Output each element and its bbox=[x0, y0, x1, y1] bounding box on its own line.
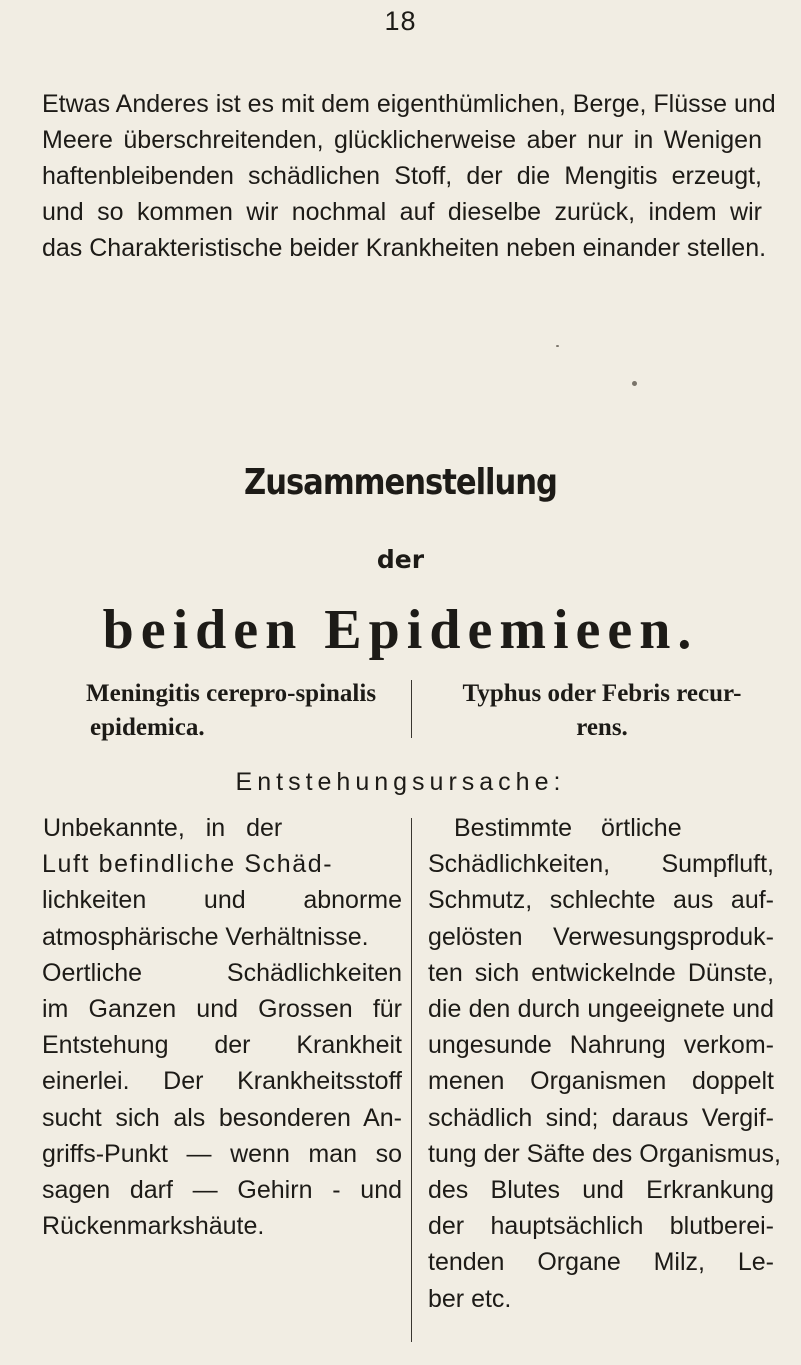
column-divider bbox=[411, 818, 412, 1342]
left-column-text bbox=[42, 810, 402, 1244]
column-divider bbox=[411, 680, 412, 738]
text-line: ungesunde Nahrung verkom- bbox=[428, 1031, 774, 1060]
right-heading-line: Typhus oder Febris recur- bbox=[462, 680, 742, 707]
text-line: sucht sich als besonderen An- bbox=[42, 1103, 402, 1132]
text-line: schädlich sind; daraus Vergif- bbox=[428, 1103, 774, 1132]
intro-line: das Charakteristische beider Krankheiten neben einander stellen. bbox=[42, 234, 767, 262]
text-line: der hauptsächlich blutberei- bbox=[428, 1212, 774, 1241]
text-line: Unbekannte, in der bbox=[43, 814, 283, 842]
right-heading-line: rens. bbox=[576, 714, 628, 741]
text-line: griffs-Punkt — wenn man so bbox=[42, 1139, 402, 1168]
text-line: Oertliche Schädlichkeiten bbox=[42, 958, 402, 987]
text-line: Luft befindliche Schäd- bbox=[42, 850, 334, 879]
page-number: 18 bbox=[384, 6, 417, 36]
text-line: ten sich entwickelnde Dünste, bbox=[428, 958, 774, 987]
ink-speck bbox=[632, 381, 637, 386]
text-line: im Ganzen und Grossen für bbox=[42, 995, 402, 1024]
text-line: die den durch ungeeignete und bbox=[428, 995, 774, 1024]
left-disease-heading bbox=[86, 677, 386, 745]
title-subject: beiden Epidemieen. bbox=[102, 599, 699, 661]
text-line: lichkeiten und abnorme bbox=[42, 886, 402, 915]
right-disease-heading bbox=[422, 677, 782, 745]
text-line: einerlei. Der Krankheitsstoff bbox=[42, 1067, 402, 1096]
text-line: tenden Organe Milz, Le- bbox=[428, 1248, 774, 1277]
intro-line: Meere überschreitenden, glücklicherweise aber nur in Wenigen bbox=[42, 126, 762, 154]
title-connector: der bbox=[376, 545, 425, 574]
section-heading: Entstehungsursache: bbox=[235, 768, 566, 796]
text-line: atmosphärische Verhältnisse. bbox=[42, 922, 369, 951]
right-column-text bbox=[428, 810, 781, 1317]
text-line: Schädlichkeiten, Sumpfluft, bbox=[428, 850, 774, 879]
page-title: Zusammenstellung bbox=[244, 462, 557, 503]
text-line: Entstehung der Krankheit bbox=[42, 1031, 402, 1060]
text-line: Rückenmarkshäute. bbox=[42, 1212, 265, 1241]
left-heading-line: Meningitis cerepro-spinalis bbox=[86, 680, 377, 707]
text-line: gelösten Verwesungsproduk- bbox=[428, 922, 774, 951]
text-line: menen Organismen doppelt bbox=[428, 1067, 774, 1096]
text-line: Schmutz, schlechte aus auf- bbox=[428, 886, 774, 915]
text-line: des Blutes und Erkrankung bbox=[428, 1176, 774, 1205]
text-line: Bestimmte örtliche bbox=[454, 814, 682, 842]
text-line: ber etc. bbox=[428, 1284, 512, 1313]
intro-line: haftenbleibenden schädlichen Stoff, der die Mengitis erzeugt, bbox=[42, 162, 762, 190]
text-line: sagen darf — Gehirn - und bbox=[42, 1176, 402, 1205]
left-heading-line: epidemica. bbox=[90, 714, 205, 741]
intro-line: Etwas Anderes ist es mit dem eigenthümlichen, Berge, Flüsse und bbox=[42, 90, 776, 118]
intro-line: und so kommen wir nochmal auf dieselbe zurück, indem wir bbox=[42, 198, 762, 226]
ink-speck bbox=[556, 345, 559, 347]
text-line: tung der Säfte des Organismus, bbox=[428, 1139, 781, 1168]
intro-paragraph bbox=[42, 86, 776, 266]
